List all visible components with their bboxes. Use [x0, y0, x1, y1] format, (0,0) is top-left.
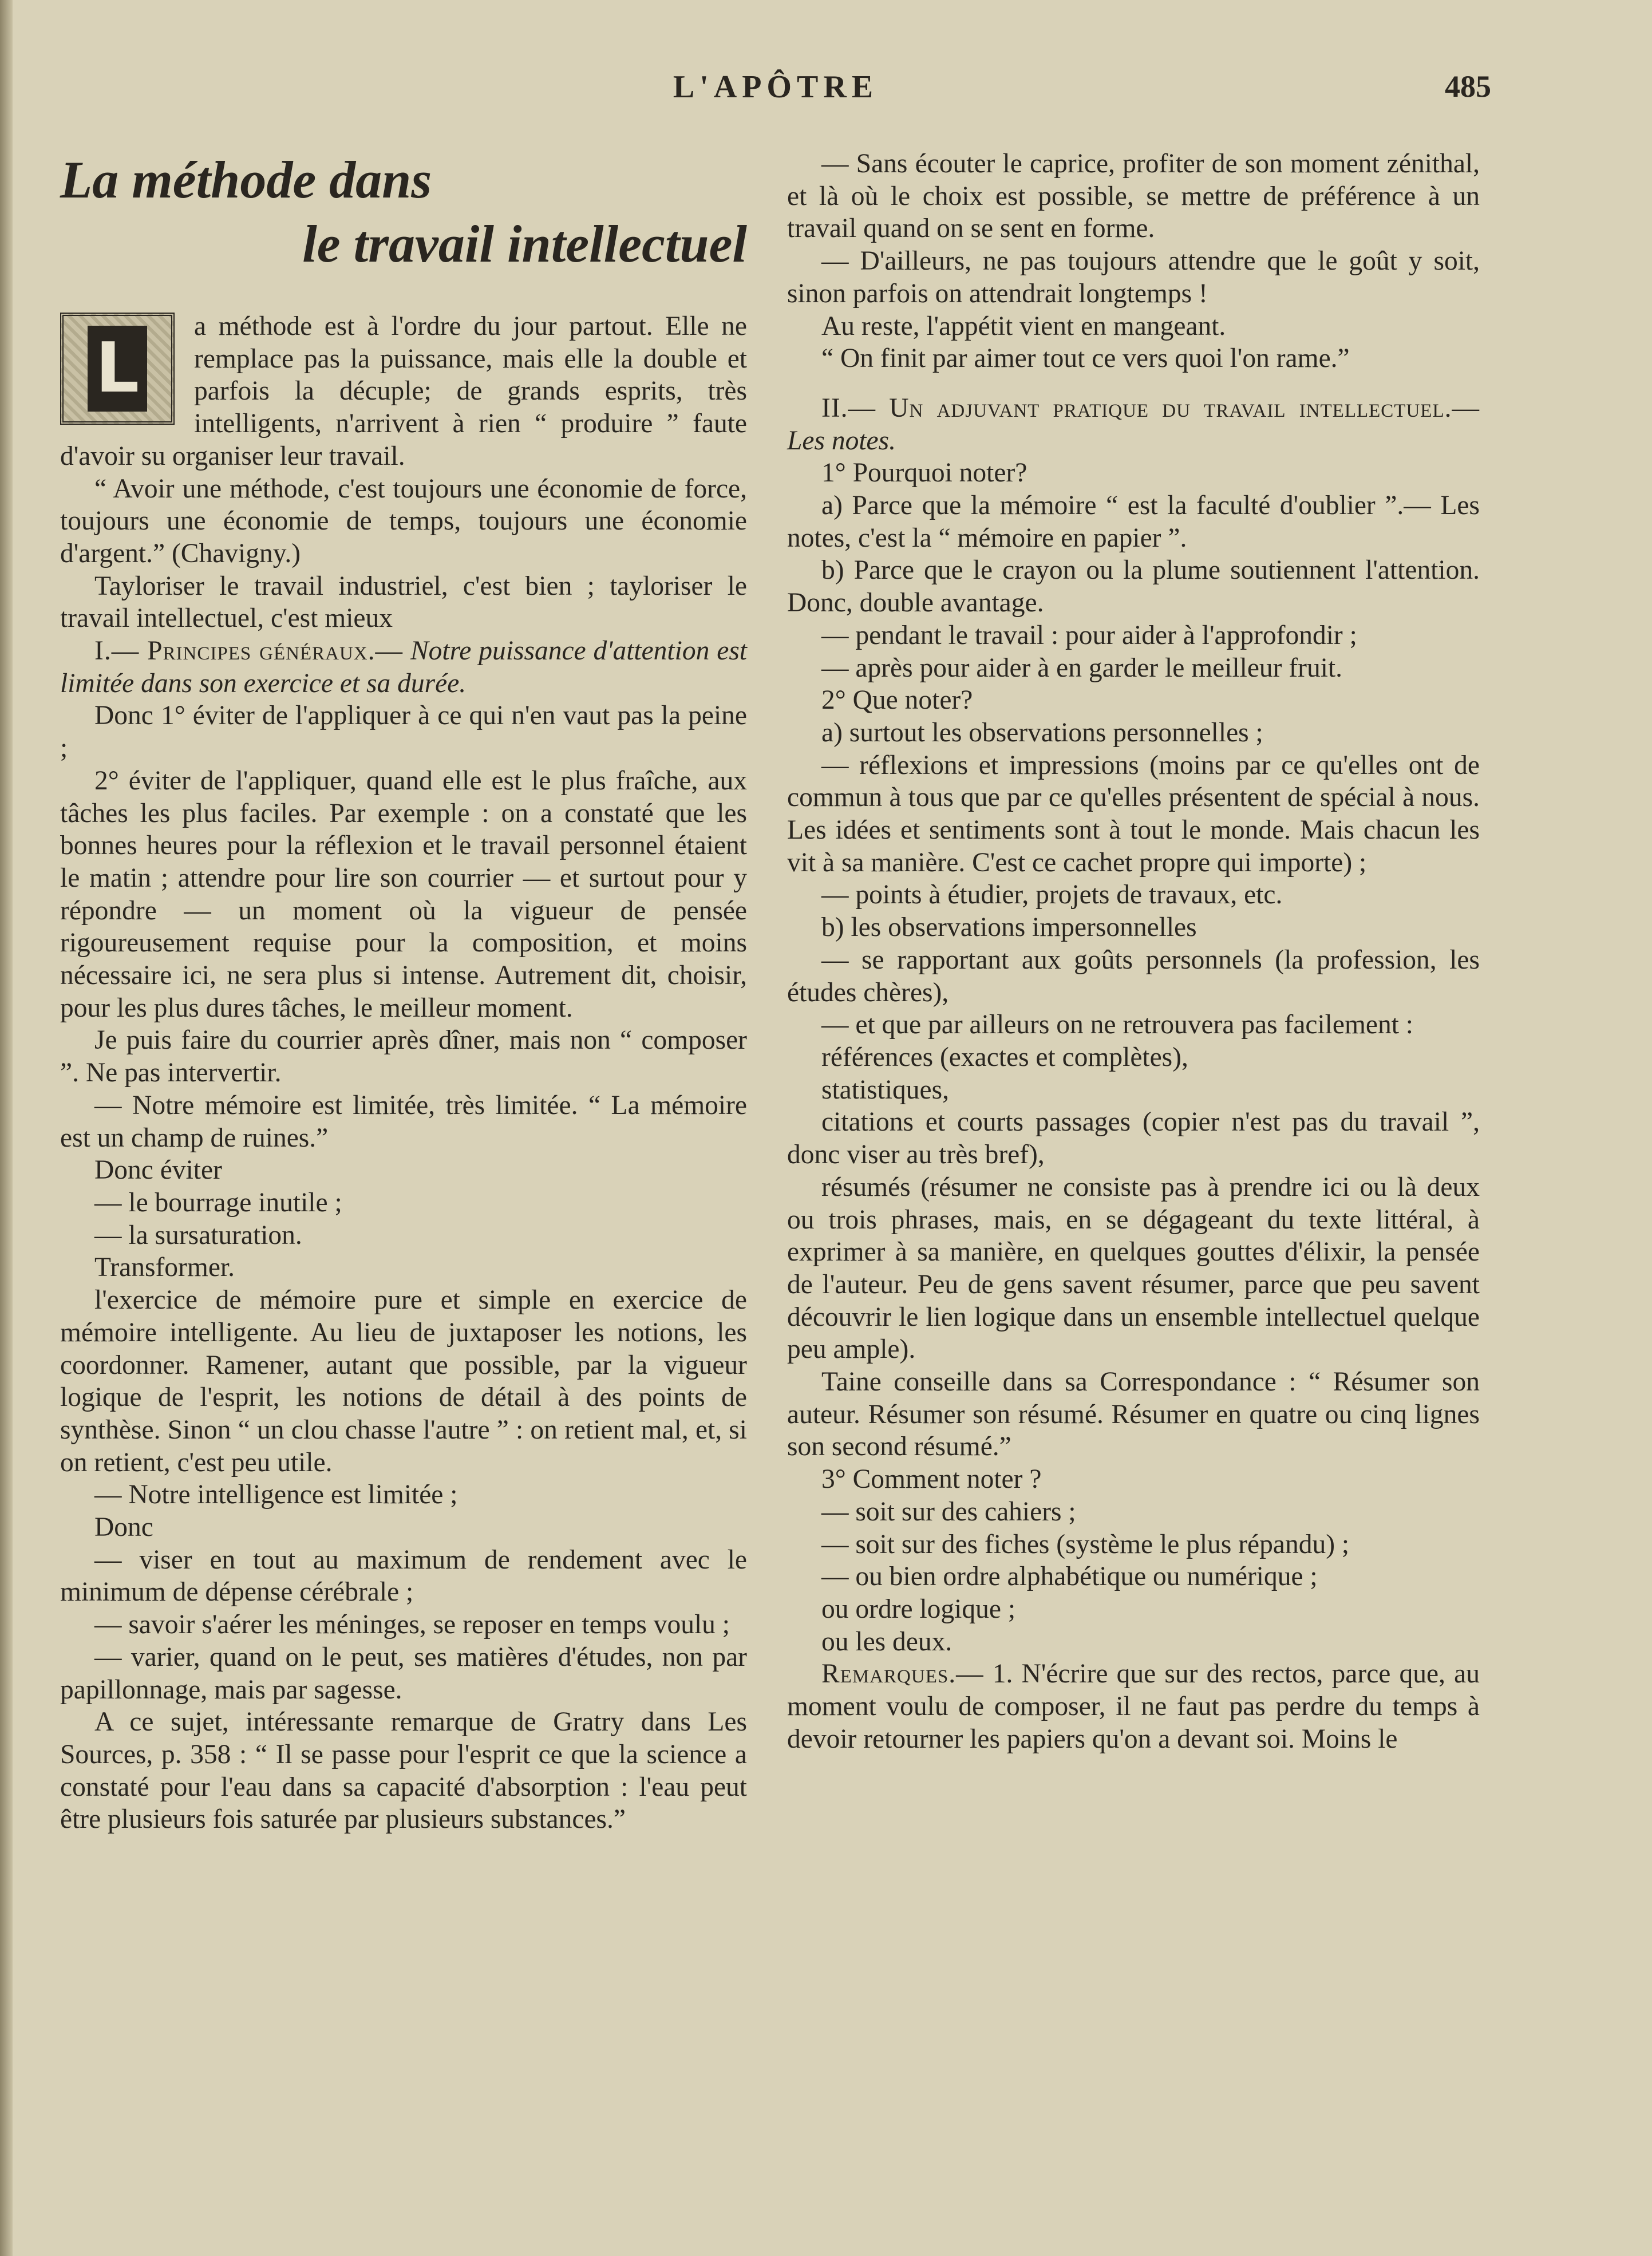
- remarks-text: 1. N'écrire que sur des rectos, parce que, au moment voulu de composer, il ne faut pas perdre du temps à devoir retourner les papiers qu'on a devant soi. Moins le: [787, 1659, 1480, 1754]
- paragraph: Donc 1° éviter de l'appliquer à ce qui n'en vaut pas la peine ;: [60, 701, 747, 764]
- paragraph: — se rapportant aux goûts personnels (la profession, les études chères),: [787, 945, 1480, 1008]
- running-title: L'APÔTRE: [673, 69, 879, 105]
- paragraph: — après pour aider à en garder le meilleur fruit.: [821, 653, 1343, 683]
- paragraph: citations et courts passages (copier n'est pas du travail ”, donc viser au très bref),: [787, 1107, 1480, 1170]
- paragraph: “ Avoir une méthode, c'est toujours une économie de force, toujours une économie de temps, toujours une économie d'argent.” (Chavigny.): [60, 473, 747, 568]
- paragraph: Donc: [94, 1512, 153, 1543]
- paragraph: A ce sujet, intéressante remarque de Gratry dans Les Sources, p. 358 : “ Il se passe pour l'esprit ce que la science a constaté pour l'eau dans sa capacité d'absorption : l'eau peut être plusieurs fois saturée par plusieurs substances.”: [60, 1707, 747, 1835]
- ornamental-dropcap: [60, 313, 175, 425]
- paragraph: — varier, quand on le peut, ses matières d'études, non par papillonnage, mais par sagesse.: [60, 1642, 747, 1705]
- paragraph: ou ordre logique ;: [821, 1594, 1016, 1624]
- article-title-line2: le travail intellectuel: [302, 215, 747, 273]
- paragraph: 2° éviter de l'appliquer, quand elle est le plus fraîche, aux tâches les plus faciles. Par exemple : on a constaté que les bonnes heures pour la réflexion et le travail personnel étaient le matin ; attendre pour lire son courrier — et surtout pour y répondre — un moment où la vigueur de pensée rigoureusement requise pour la composition, et moins nécessaire ici, ne sera plus si intense. Autrement dit, choisir, pour les plus dures tâches, le meilleur moment.: [60, 765, 747, 1023]
- paragraph: ou les deux.: [821, 1626, 953, 1657]
- paragraph: — la sursaturation.: [94, 1220, 302, 1250]
- paragraph: — savoir s'aérer les méninges, se reposer en temps voulu ;: [94, 1610, 730, 1640]
- paragraph: a) Parce que la mémoire “ est la faculté d'oublier ”.— Les notes, c'est la “ mémoire en papier ”.: [787, 491, 1480, 553]
- paragraph: — Notre mémoire est limitée, très limitée. “ La mémoire est un champ de ruines.”: [60, 1090, 747, 1153]
- paragraph: — soit sur des cahiers ;: [821, 1496, 1076, 1527]
- paragraph: — points à étudier, projets de travaux, etc.: [821, 880, 1283, 910]
- paragraph: Je puis faire du courrier après dîner, mais non “ composer ”. Ne pas intervertir.: [60, 1025, 747, 1088]
- paragraph: — D'ailleurs, ne pas toujours attendre que le goût y soit, sinon parfois on attendrait longtemps !: [787, 246, 1480, 309]
- paragraph: [60, 310, 747, 473]
- paragraph: — le bourrage inutile ;: [94, 1187, 342, 1218]
- paragraph: 2° Que noter?: [821, 685, 973, 716]
- paragraph: l'exercice de mémoire pure et simple en exercice de mémoire intelligente. Au lieu de juxtaposer les notions, les coordonner. Ramener, autant que possible, par la vigueur logique de l'esprit, les notions de détail à des points de synthèse. Sinon “ un clou chasse l'autre ” : on retient mal, et, si on retient, c'est peu utile.: [60, 1285, 747, 1477]
- paragraph: références (exactes et complètes),: [821, 1042, 1188, 1072]
- section-heading-italic: Les notes.: [787, 425, 896, 456]
- dropcap-letter: L: [88, 326, 147, 412]
- paragraph: a) surtout les observations personnelles ;: [821, 717, 1263, 748]
- section-heading-label: II.— Un adjuvant pratique du travail intellectuel.—: [821, 393, 1480, 423]
- paragraph: Taine conseille dans sa Correspondance : “ Résumer son auteur. Résumer son résumé. Résumer en quatre ou cinq lignes son second résumé.”: [787, 1367, 1480, 1462]
- paragraph: Au reste, l'appétit vient en mangeant.: [821, 311, 1226, 341]
- paragraph: — réflexions et impressions (moins par ce qu'elles ont de commun à tous que par ce qu'elles présentent de spécial à nous. Les idées et sentiments sont à tout le monde. Mais chacun les vit à sa manière. C'est ce cachet propre qui importe) ;: [787, 750, 1480, 878]
- paragraph: — viser en tout au maximum de rendement avec le minimum de dépense cérébrale ;: [60, 1544, 747, 1607]
- paragraph: résumés (résumer ne consiste pas à prendre ici ou là deux ou trois phrases, mais, en se dégageant du texte littéral, à exprimer à sa manière, en quelques gouttes d'élixir, la pensée de l'auteur. Peu de gens savent résumer, parce que peu savent découvrir le lien logique dans un ensemble intellectuel quelque peu ample).: [787, 1172, 1480, 1365]
- section-heading-italic: Notre puissance d'attention est limitée dans son exercice et sa durée.: [60, 636, 748, 698]
- paragraph: Donc éviter: [94, 1155, 222, 1186]
- paragraph: — et que par ailleurs on ne retrouvera pas facilement :: [821, 1010, 1414, 1040]
- paragraph: “ On finit par aimer tout ce vers quoi l'on rame.”: [821, 343, 1350, 374]
- paragraph: Transformer.: [94, 1253, 235, 1283]
- paragraph: 1° Pourquoi noter?: [821, 458, 1027, 488]
- paragraph: — soit sur des fiches (système le plus répandu) ;: [821, 1529, 1350, 1559]
- paragraph: b) les observations impersonnelles: [821, 912, 1197, 943]
- paragraph: statistiques,: [821, 1074, 949, 1105]
- remarks-label: Remarques.—: [821, 1659, 984, 1689]
- paragraph: 3° Comment noter ?: [821, 1464, 1042, 1495]
- page-header: [60, 69, 1491, 114]
- page-spine: [0, 0, 13, 2256]
- paragraph: b) Parce que le crayon ou la plume soutiennent l'attention. Donc, double avantage.: [787, 555, 1480, 618]
- section-heading: [60, 635, 747, 700]
- paragraph: — Sans écouter le caprice, profiter de son moment zénithal, et là où le choix est possible, se mettre de préférence à un travail quand on se sent en forme.: [787, 149, 1480, 244]
- right-column: [787, 148, 1480, 1755]
- page-number: 485: [1445, 69, 1491, 104]
- paragraph: — ou bien ordre alphabétique ou numérique ;: [821, 1562, 1318, 1592]
- section-heading-label: I.— Principes généraux.—: [94, 636, 404, 666]
- paragraph: Tayloriser le travail industriel, c'est bien ; tayloriser le travail intellectuel, c'est mieux: [60, 571, 747, 634]
- left-column: [60, 148, 747, 1836]
- article-title-line1: La méthode dans: [60, 151, 432, 209]
- paragraph: — pendant le travail : pour aider à l'approfondir ;: [821, 620, 1357, 650]
- section-heading: [787, 392, 1480, 457]
- paragraph: [787, 1658, 1480, 1755]
- paragraph-text: a méthode est à l'ordre du jour partout. Elle ne remplace pas la puissance, mais elle la double et parfois la décuple; de grands esprits, très intelligents, n'arrivent à rien “ produire ” faute d'avoir su organiser leur travail.: [60, 311, 747, 471]
- paragraph: — Notre intelligence est limitée ;: [94, 1480, 458, 1510]
